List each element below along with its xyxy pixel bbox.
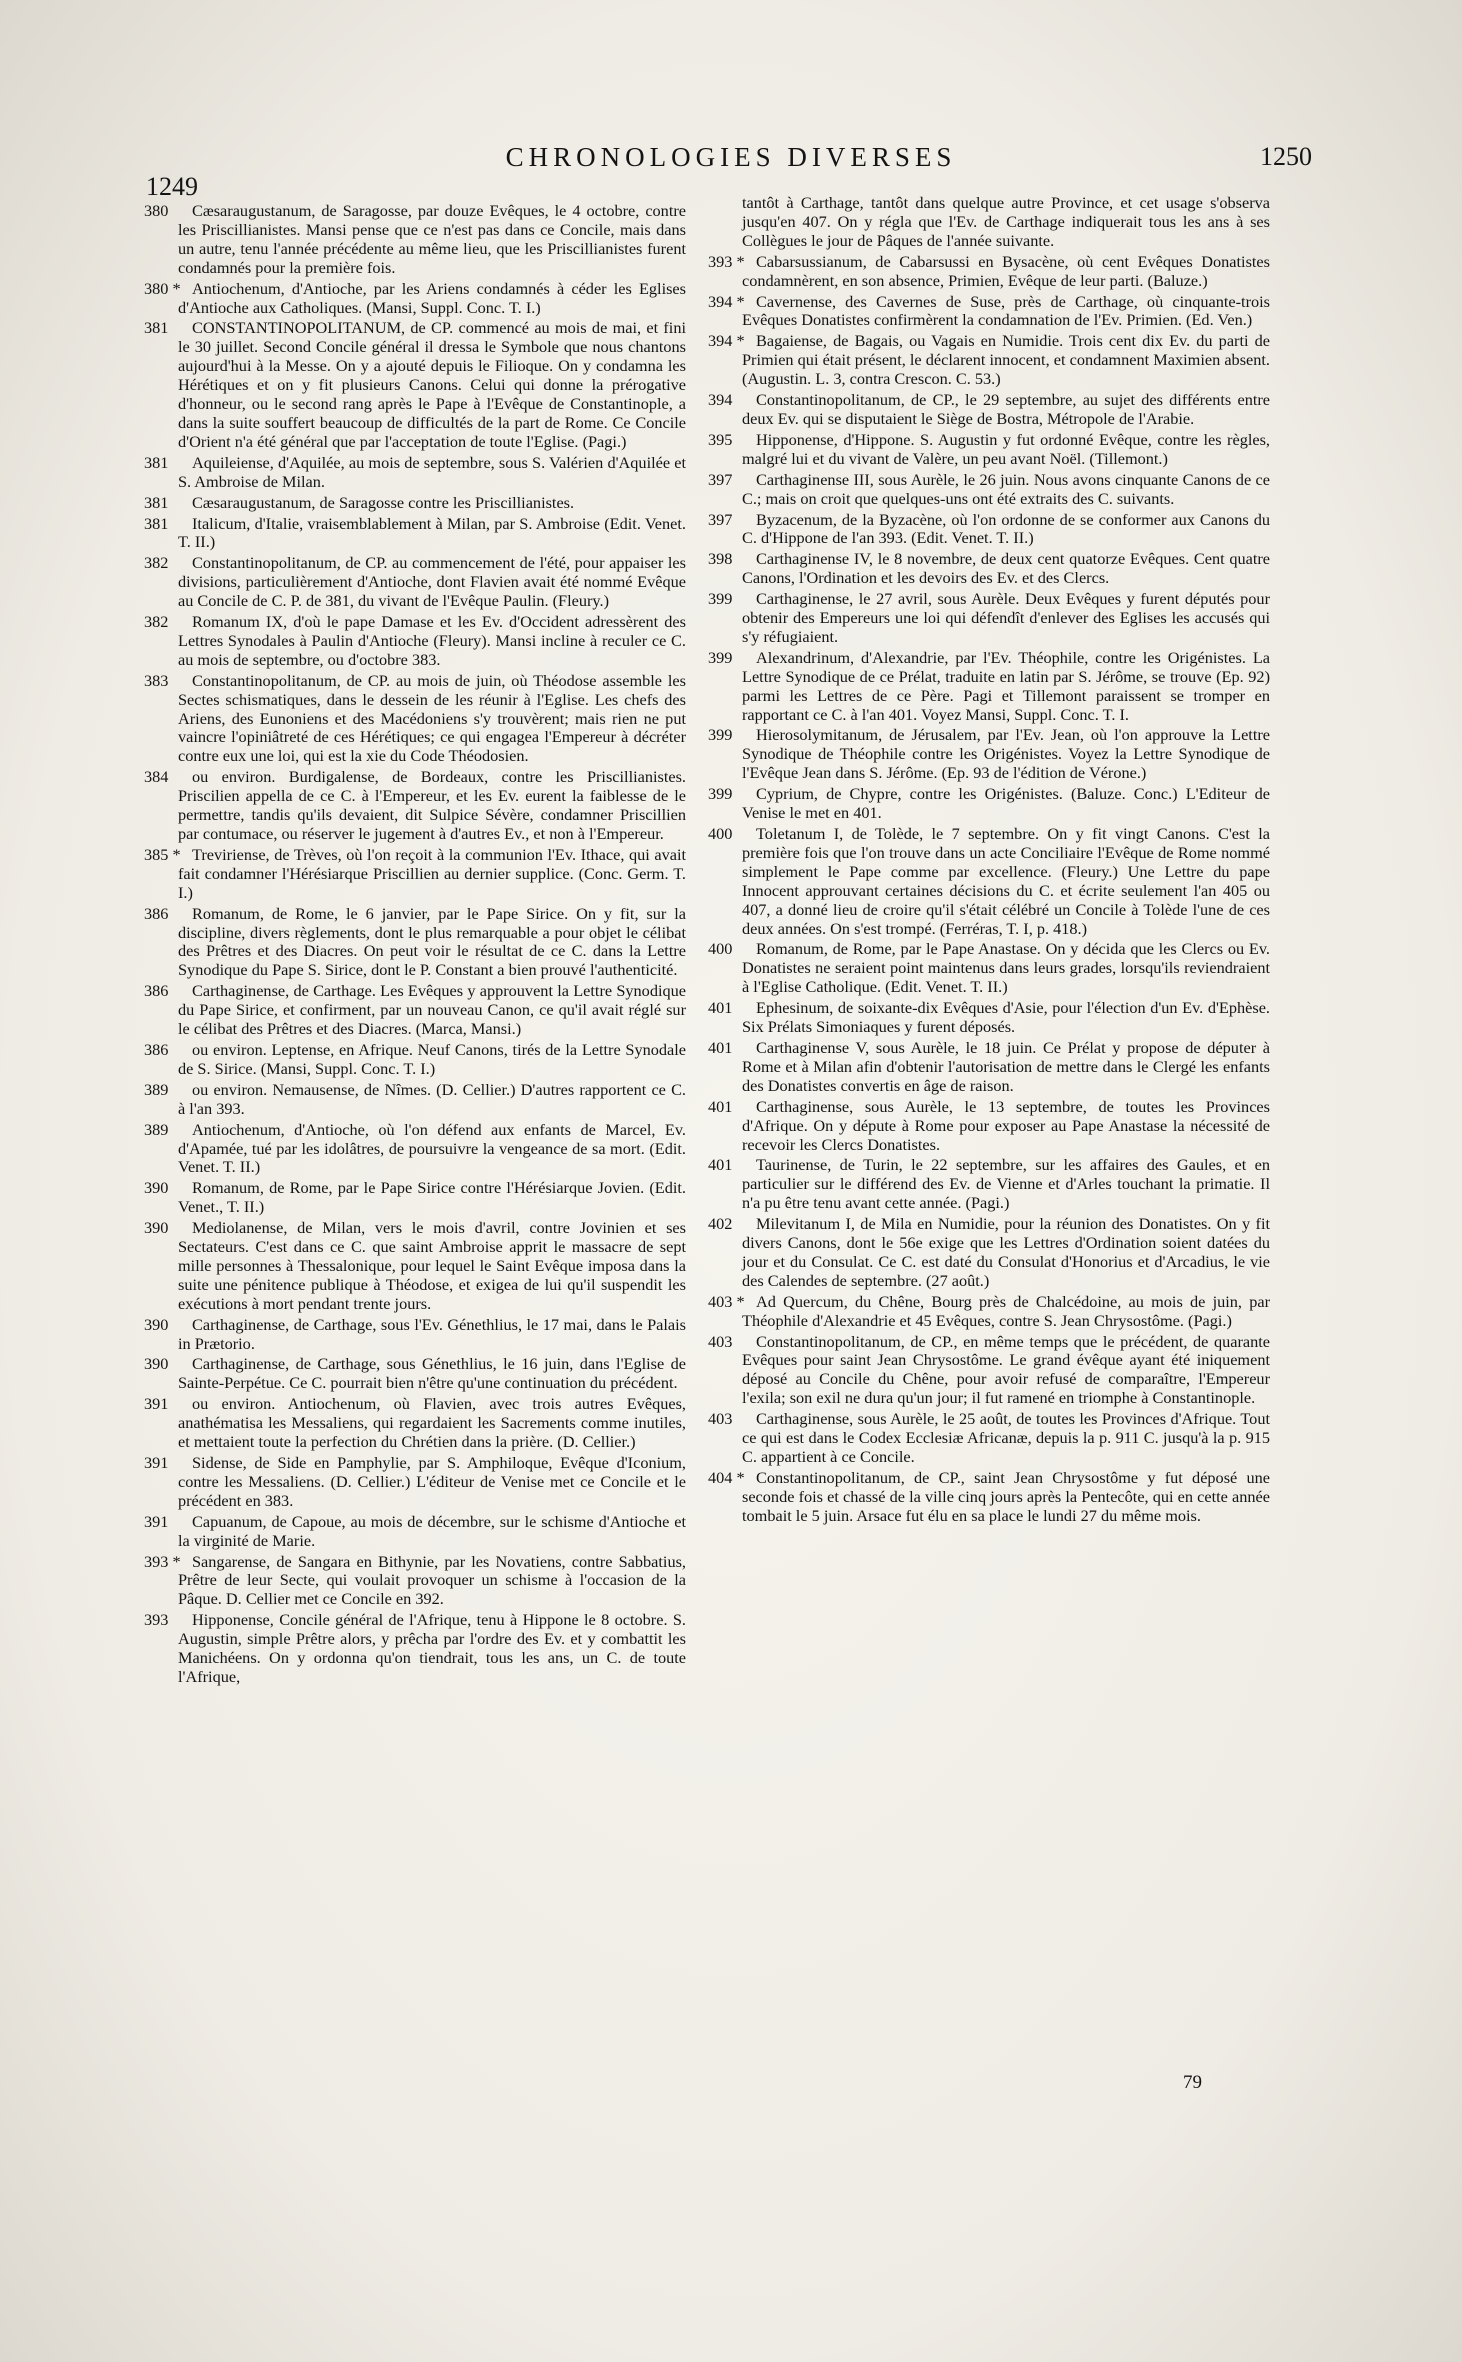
entry-year: 390 <box>144 1354 169 1374</box>
entry-text: Constantinopolitanum, de CP., en même temps que le précédent, de quarante Evêques pour saint Jean Chrysostôme. Le grand évêque ayant été iniquement déposé au Concile du Chêne, pour avoir refusé de comparaître, l'Empereur l'exila; son exil ne dura qu'un jour; il fut ramené en triomphe à Constantinople. <box>742 1331 1270 1408</box>
entry-text: Treviriense, de Trèves, où l'on reçoit à la communion l'Ev. Ithace, qui avait fait condamner l'Hérésiarque Priscillien au dernier supplice. (Conc. Germ. T. I.) <box>178 844 686 902</box>
entry-text: Cyprium, de Chypre, contre les Origénistes. (Baluze. Conc.) L'Editeur de Venise le met en 401. <box>742 784 1270 823</box>
council-entry <box>710 940 1270 997</box>
entry-text: Sangarense, de Sangara en Bithynie, par les Novatiens, contre Sabbatius, Prêtre de leur Secte, qui voulait provoquer un schisme à l'occasion de la Pâque. D. Cellier met ce Concile en 392. <box>178 1551 686 1609</box>
entry-text: Hipponense, d'Hippone. S. Augustin y fut ordonné Evêque, contre les règles, malgré lui et du vivant de Valère, un peu avant Noël. (Tillemont.) <box>742 429 1270 468</box>
entry-year: 390 <box>144 1218 169 1238</box>
entry-text: Cæsaraugustanum, de Saragosse, par douze Evêques, le 4 octobre, contre les Priscillianistes. Mansi pense que ce n'est pas dans ce Concile, mais dans un autre, tenu l'année précédente au même lieu, que les Priscillianistes furent condamnés pour la première fois. <box>178 201 686 277</box>
council-entry <box>146 1041 686 1079</box>
council-entry <box>710 649 1270 725</box>
entry-text: Constantinopolitanum, de CP. au commencement de l'été, pour appaiser les divisions, particulièrement d'Antioche, dont Flavien avait été nommé Evêque au Concile de C. P. de 381, du vivant de l'Evêque Paulin. (Fleury.) <box>178 553 686 611</box>
entry-year: 399 <box>708 784 733 804</box>
entry-year: 400 <box>708 939 733 959</box>
council-entry <box>710 1039 1270 1096</box>
council-entry <box>710 471 1270 509</box>
council-entry <box>710 825 1270 938</box>
entry-text: Byzacenum, de la Byzacène, où l'on ordonne de se conformer aux Canons du C. d'Hippone de l'an 393. (Edit. Venet. T. II.) <box>742 509 1270 548</box>
entry-year: 389 <box>144 1119 169 1139</box>
entry-text: Taurinense, de Turin, le 22 septembre, sur les affaires des Gaules, et en particulier sur le différend des Ev. de Vienne et d'Arles touchant la primatie. Il n'a pu être tenu avant cette année. (Pagi.) <box>742 1155 1270 1213</box>
council-entry <box>710 391 1270 429</box>
entry-year: 391 <box>144 1394 169 1414</box>
council-entry <box>710 550 1270 588</box>
council-entry <box>146 280 686 318</box>
council-entry <box>146 554 686 611</box>
entry-year: 381 <box>144 452 169 472</box>
entry-year: 382 <box>144 553 169 573</box>
entry-text: Carthaginense, sous Aurèle, le 25 août, de toutes les Provinces d'Afrique. Tout ce qui est dans le Codex Ecclesiæ Africanæ, depuis la p. 911 C. jusqu'à la p. 915 C. appartient à ce Concile. <box>742 1409 1270 1466</box>
entry-year: 389 <box>144 1079 169 1099</box>
entry-text: Bagaiense, de Bagais, ou Vagais en Numidie. Trois cent dix Ev. du parti de Primien qui était présent, le déclarent innocent, et condamnent Maximien absent. (Augustin. L. 3, contra Crescon. C. 53.) <box>742 331 1270 389</box>
entry-year: 391 <box>144 1453 169 1472</box>
left-column <box>146 202 686 1689</box>
entry-text: Milevitanum I, de Mila en Numidie, pour la réunion des Donatistes. On y fit divers Canons, dont le 56e exige que les Lettres d'Ordination soient datées du jour et du Consulat. Ce C. est daté du Consulat d'Honorius et d'Arcadius, le vie des Calendes de septembre. (27 août.) <box>742 1214 1270 1290</box>
entry-text: Romanum, de Rome, le 6 janvier, par le Pape Sirice. On y fit, sur la discipline, divers règlements, dont le plus remarquable a pour objet le célibat des Prêtres et des Diacres. On peut voir le résultat de ce C. dans la Lettre Synodique du Pape S. Sirice, dont le P. Constant a bien prouvé l'authenticité. <box>178 903 686 980</box>
entry-text: Mediolanense, de Milan, vers le mois d'avril, contre Jovinien et ses Sectateurs. C'est dans ce C. que saint Ambroise apprit le massacre de sept mille personnes à Thessalonique, pour lequel le Saint Evêque imposa dans la suite une pénitence publique à Théodose, et exigea de lui qu'il suspendit les exécutions à mort pendant trente jours. <box>178 1218 686 1313</box>
council-entry <box>710 1293 1270 1331</box>
entry-year: 390 <box>144 1178 169 1198</box>
council-entry <box>146 1553 686 1610</box>
entry-text: ou environ. Leptense, en Afrique. Neuf Canons, tirés de la Lettre Synodale de S. Sirice. (Mansi, Suppl. Conc. T. I.) <box>178 1039 686 1078</box>
council-entry <box>710 1156 1270 1213</box>
entry-text: Carthaginense, le 27 avril, sous Aurèle. Deux Evêques y furent députés pour obtenir des Empereurs une loi qui défendît d'enlever des Eglises les accusés qui s'y réfugiaient. <box>742 589 1270 646</box>
council-entry <box>146 1179 686 1217</box>
entry-year: 385 * <box>144 844 181 864</box>
entry-year: 394 * <box>708 291 745 311</box>
council-entry <box>710 1098 1270 1155</box>
council-entry <box>146 1219 686 1314</box>
running-title: CHRONOLOGIES DIVERSES <box>505 142 957 172</box>
entry-text: Antiochenum, d'Antioche, par les Ariens condamnés à céder les Eglises d'Antioche aux Catholiques. (Mansi, Suppl. Conc. T. I.) <box>178 278 686 317</box>
council-entry <box>146 1355 686 1393</box>
entry-year: 403 <box>708 1409 733 1429</box>
entry-year: 398 <box>708 549 733 569</box>
council-entry <box>710 590 1270 647</box>
entry-text: Toletanum I, de Tolède, le 7 septembre. On y fit vingt Canons. C'est la première fois que l'on trouve dans un acte Conciliaire l'Evêque de Rome nommé simplement le Pape comme par excellence. (Fleury.) Une Lettre du pape Innocent approuvant certaines décisions du C. et écrite seulement l'an 405 ou 407, a donné lieu de croire qu'il s'était célébré un Concile à Tolède l'une de ces deux années. On s'est trompé. (Ferréras, T. I, p. 418.) <box>742 824 1270 938</box>
entry-text: Antiochenum, d'Antioche, où l'on défend aux enfants de Marcel, Ev. d'Apamée, tué par les idolâtres, de poursuivre la vengeance de sa mort. (Edit. Venet. T. II.) <box>178 1119 686 1177</box>
council-entry <box>710 293 1270 331</box>
continuation-paragraph: tantôt à Carthage, tantôt dans quelque autre Province, et cet usage s'observa jusqu'en 407. On y régla que l'Ev. de Carthage indiquerait tous les ans à ses Collègues le jour de Pâques de l'année suivante. <box>742 193 1270 250</box>
entry-text: ou environ. Nemausense, de Nîmes. (D. Cellier.) D'autres rapportent ce C. à l'an 393. <box>178 1079 686 1118</box>
entry-text: Italicum, d'Italie, vraisemblablement à Milan, par S. Ambroise (Edit. Venet. T. II.) <box>178 513 686 552</box>
entry-year: 401 <box>708 1155 733 1175</box>
entry-text: Carthaginense III, sous Aurèle, le 26 juin. Nous avons cinquante Canons de ce C.; mais on croit que quelques-uns ont été extraits des C. suivants. <box>742 469 1270 508</box>
entry-year: 394 <box>708 390 733 410</box>
council-entry <box>710 785 1270 823</box>
entry-text: Constantinopolitanum, de CP., saint Jean Chrysostôme y fut déposé une seconde fois et chassé de la ville cinq jours après la Pentecôte, qui en cette année tombait le 5 juin. Arsace fut élu en sa place le lundi 27 du même mois. <box>742 1467 1270 1525</box>
entry-year: 386 <box>144 981 169 1001</box>
entry-year: 390 <box>144 1314 169 1334</box>
council-entry <box>710 253 1270 291</box>
entry-text: Carthaginense, de Carthage, sous l'Ev. Génethlius, le 17 mai, dans le Palais in Prætorio. <box>178 1314 686 1353</box>
entry-text: Cabarsussianum, de Cabarsussi en Bysacène, où cent Evêques Donatistes condamnèrent, en son absence, Primien, Evêque de leur parti. (Baluze.) <box>742 251 1270 290</box>
council-entry <box>710 332 1270 389</box>
entry-year: 397 <box>708 469 733 489</box>
entry-text: Ephesinum, de soixante-dix Evêques d'Asie, pour l'élection d'un Ev. d'Ephèse. Six Prélats Simoniaques y furent déposés. <box>742 998 1270 1037</box>
entry-year: 380 <box>144 201 169 220</box>
entry-text: Ad Quercum, du Chêne, Bourg près de Chalcédoine, au mois de juin, par Théophile d'Alexandrie et 45 Evêques, contre S. Jean Chrysostôme. (Pagi.) <box>742 1291 1270 1330</box>
entry-year: 395 <box>708 429 733 449</box>
entry-text: Capuanum, de Capoue, au mois de décembre, sur le schisme d'Antioche et la virginité de Marie. <box>178 1511 686 1550</box>
entry-text: Constantinopolitanum, de CP., le 29 septembre, au sujet des différents entre deux Ev. qui se disputaient le Siège de Bostra, Métropole de l'Arabie. <box>742 390 1270 428</box>
entry-year: 399 <box>708 589 733 609</box>
entry-year: 402 <box>708 1214 733 1234</box>
council-entry <box>710 1469 1270 1526</box>
entry-year: 380 * <box>144 278 181 298</box>
right-column <box>710 194 1270 1528</box>
council-entry <box>710 1333 1270 1409</box>
entry-year: 386 <box>144 1039 169 1059</box>
council-entry <box>146 202 686 278</box>
entry-year: 399 <box>708 725 733 745</box>
council-entry <box>146 768 686 844</box>
entry-text: Carthaginense, de Carthage. Les Evêques y approuvent la Lettre Synodique du Pape Sirice, et confirment, par un nouveau Canon, ce qu'il avait réglé sur le célibat des Prêtres et des Diacres. (Marca, Mansi.) <box>178 981 686 1039</box>
entry-text: Carthaginense V, sous Aurèle, le 18 juin. Ce Prélat y propose de députer à Rome et à Milan afin d'obtenir l'autorisation de mettre dans le Clergé les enfants des Donatistes convertis en âge de raison. <box>742 1037 1270 1095</box>
entry-year: 394 * <box>708 331 745 351</box>
entry-year: 393 * <box>708 251 745 271</box>
council-entry <box>146 1121 686 1178</box>
council-entry <box>710 726 1270 783</box>
entry-year: 399 <box>708 647 733 667</box>
council-entry <box>710 999 1270 1037</box>
council-entry <box>146 1454 686 1511</box>
entry-text: Constantinopolitanum, de CP. au mois de juin, où Théodose assemble les Sectes schismatiques, dans le dessein de les réunir à l'Eglise. Les chefs des Ariens, des Eunoniens et des Macédoniens s'y trouvèrent; mais rien ne put vaincre l'opiniâtreté de ces Hérétiques; ce qui engagea l'Empereur à décréter contre eux une loi, qui est la xie du Code Théodosien. <box>178 670 686 766</box>
council-entry <box>146 1316 686 1354</box>
council-entry <box>146 494 686 513</box>
entry-year: 383 <box>144 670 169 690</box>
entry-year: 393 * <box>144 1551 181 1571</box>
entry-text: Carthaginense, sous Aurèle, le 13 septembre, de toutes les Provinces d'Afrique. On y députe à Rome pour exposer au Pape Anastase la nécessité de recevoir les Clercs Donatistes. <box>742 1096 1270 1154</box>
entry-year: 400 <box>708 824 733 843</box>
entry-text: Alexandrinum, d'Alexandrie, par l'Ev. Théophile, contre les Origénistes. La Lettre Synodique de ce Prélat, traduite en latin par S. Jérôme, se trouve (Ep. 92) parmi les Lettres de ce Père. Pagi et Tillemont paraissent se tromper en rapportant ce C. à l'an 401. Voyez Mansi, Suppl. Conc. T. I. <box>742 647 1270 724</box>
entry-year: 401 <box>708 1096 733 1116</box>
entry-year: 384 <box>144 767 169 787</box>
entry-year: 391 <box>144 1511 169 1531</box>
entry-year: 403 * <box>708 1291 745 1311</box>
entry-text: Cæsaraugustanum, de Saragosse contre les Priscillianistes. <box>192 492 575 512</box>
council-entry <box>710 431 1270 469</box>
council-entry <box>146 982 686 1039</box>
entry-text: Romanum, de Rome, par le Pape Anastase. On y décida que les Clercs ou Ev. Donatistes ne seraient point maintenus dans leurs grades, lorsqu'ils reviendraient à l'Eglise Catholique. (Edit. Venet. T. II.) <box>742 939 1270 997</box>
entry-text: Carthaginense IV, le 8 novembre, de deux cent quatorze Evêques. Cent quatre Canons, l'Ordination et les devoirs des Ev. et des Clercs. <box>742 549 1270 588</box>
council-entry <box>146 515 686 553</box>
council-entry <box>146 319 686 451</box>
entry-text: CONSTANTINOPOLITANUM, de CP. commencé au mois de mai, et fini le 30 juillet. Second Concile général il dressa le Symbole que nous chantons aujourd'hui à la Messe. On y a ajouté depuis le Filioque. On y condamna les Hérétiques et on y fit plusieurs Canons. Celui qui donne la prérogative d'honneur, ou le second rang après le Pape à l'Evêque de Constantinople, a dans la suite souffert beaucoup de difficultés de la part de Rome. Ce Concile d'Orient n'a été général que par l'acceptation de toute l'Eglise. (Pagi.) <box>178 318 686 451</box>
entry-year: 382 <box>144 612 169 632</box>
council-entry <box>146 672 686 767</box>
folio-number: 79 <box>1183 2072 1202 2093</box>
entry-text: Aquileiense, d'Aquilée, au mois de septembre, sous S. Valérien d'Aquilée et S. Ambroise de Milan. <box>178 452 686 491</box>
entry-text: Hierosolymitanum, de Jérusalem, par l'Ev. Jean, où l'on approuve la Lettre Synodique de Théophile contre les Origénistes. Voyez la Lettre Synodique de l'Evêque Jean dans S. Jérôme. (Ep. 93 de l'édition de Vérone.) <box>742 725 1270 783</box>
entry-text: ou environ. Burdigalense, de Bordeaux, contre les Priscillianistes. Priscilien appella de ce C. à l'Empereur, et les Ev. eurent la faiblesse de le permettre, tandis qu'ils devaient, dit Sulpice Sévère, condamner Priscillien par contumace, ou réserver le jugement à d'autres Ev., et non à l'Empereur. <box>178 767 686 843</box>
council-entry <box>146 613 686 670</box>
page-number-left: 1249 <box>146 172 198 201</box>
council-entry <box>710 1215 1270 1291</box>
entry-year: 401 <box>708 1037 733 1057</box>
entry-year: 397 <box>708 509 733 529</box>
council-entry <box>146 1611 686 1687</box>
page-number-right: 1250 <box>1260 142 1312 171</box>
entry-year: 381 <box>144 492 169 512</box>
entry-year: 386 <box>144 903 169 923</box>
entry-year: 403 <box>708 1331 733 1351</box>
entry-text: Romanum IX, d'où le pape Damase et les Ev. d'Occident adressèrent des Lettres Synodales à Paulin d'Antioche (Fleury). Mansi incline à reculer ce C. au mois de septembre, ou d'octobre 383. <box>178 612 686 669</box>
council-entry <box>710 511 1270 549</box>
council-entry <box>710 1410 1270 1467</box>
entry-year: 404 * <box>708 1467 745 1487</box>
entry-text: ou environ. Antiochenum, où Flavien, avec trois autres Evêques, anathématisa les Messaliens, qui regardaient les Sacrements comme inutiles, et mettaient toute la perfection du Chrétien dans la prière. (D. Cellier.) <box>178 1394 686 1452</box>
council-entry <box>146 1513 686 1551</box>
council-entry <box>146 454 686 492</box>
council-entry <box>146 905 686 981</box>
entry-year: 401 <box>708 998 733 1018</box>
entry-year: 393 <box>144 1610 169 1630</box>
entry-text: Carthaginense, de Carthage, sous Génethlius, le 16 juin, dans l'Eglise de Sainte-Perpétue. Ce C. pourrait bien n'être qu'une continuation du précédent. <box>178 1354 686 1393</box>
council-entry <box>146 1395 686 1452</box>
council-entry <box>146 846 686 903</box>
entry-text: Sidense, de Side en Pamphylie, par S. Amphiloque, Evêque d'Iconium, contre les Messaliens. (D. Cellier.) L'éditeur de Venise met ce Concile et le précédent en 383. <box>178 1453 686 1510</box>
entry-text: Romanum, de Rome, par le Pape Sirice contre l'Hérésiarque Jovien. (Edit. Venet., T. II.) <box>178 1178 686 1217</box>
council-entry <box>146 1081 686 1119</box>
entry-year: 381 <box>144 513 169 533</box>
entry-year: 381 <box>144 318 169 338</box>
entry-text: Cavernense, des Cavernes de Suse, près de Carthage, où cinquante-trois Evêques Donatistes confirmèrent la condamnation de l'Ev. Primien. (Ed. Ven.) <box>742 291 1270 330</box>
entry-text: Hipponense, Concile général de l'Afrique, tenu à Hippone le 8 octobre. S. Augustin, simple Prêtre alors, y prêcha par l'ordre des Ev. et y combattit les Manichéens. On y ordonna qu'on tiendrait, tous les ans, un C. de toute l'Afrique, <box>178 1610 686 1686</box>
